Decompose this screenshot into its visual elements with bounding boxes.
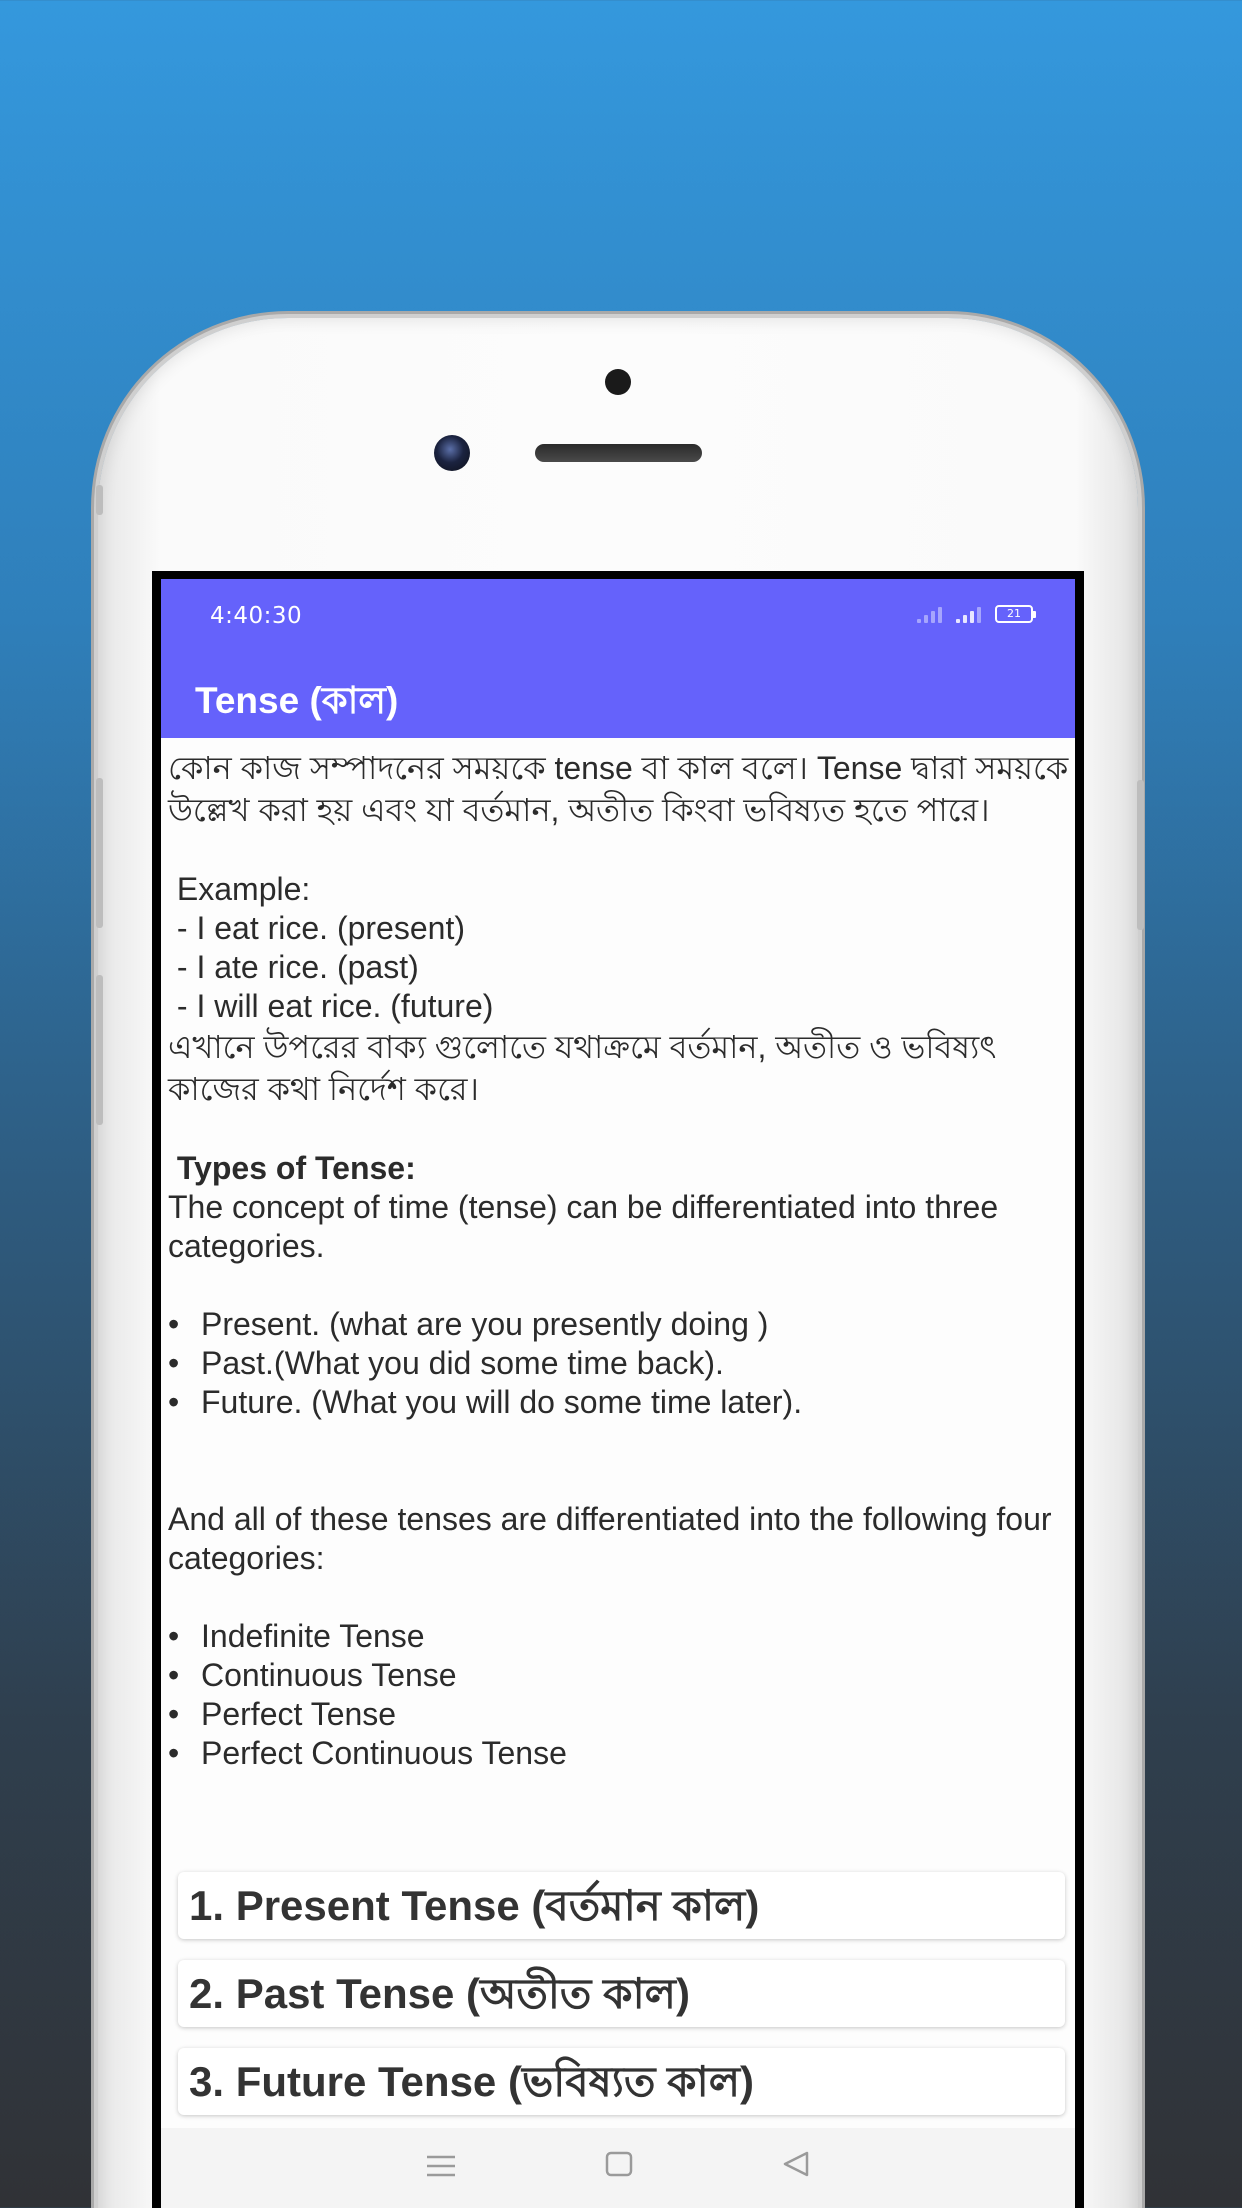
app-display: [161, 579, 1075, 2208]
bullet-icon: •: [168, 1735, 180, 1771]
signal-icon-1: [917, 605, 942, 623]
list-item: [168, 1305, 1073, 1344]
bullet-icon: •: [168, 1657, 180, 1693]
list-item: [168, 1695, 1073, 1734]
bullet-icon: •: [168, 1306, 180, 1342]
list-item: [168, 1383, 1073, 1422]
present-tense-card[interactable]: 1. Present Tense (বর্তমান কাল): [178, 1872, 1065, 1939]
list-item: [168, 1344, 1073, 1383]
battery-icon: 21: [995, 605, 1033, 623]
example-line: - I eat rice. (present): [168, 910, 465, 946]
list-item-text: Continuous Tense: [201, 1657, 457, 1693]
intro-paragraph: কোন কাজ সম্পাদনের সময়কে tense বা কাল বলে। Tense দ্বারা সময়কে উল্লেখ করা হয় এবং যা বর্তমান, অতীত কিংবা ভবিষ্যত হতে পারে।: [168, 750, 1069, 828]
home-icon[interactable]: [604, 2150, 634, 2186]
future-tense-card[interactable]: 3. Future Tense (ভবিষ্যত কাল): [178, 2048, 1065, 2115]
app-bar: [161, 579, 1075, 738]
example-line: - I ate rice. (past): [168, 949, 419, 985]
list-item-text: Past.(What you did some time back).: [201, 1345, 724, 1381]
past-tense-card[interactable]: 2. Past Tense (অতীত কাল): [178, 1960, 1065, 2027]
phone-screen: [152, 571, 1084, 2208]
list-item-text: Present. (what are you presently doing ): [201, 1306, 769, 1342]
types-intro: The concept of time (tense) can be differentiated into three categories.: [168, 1189, 999, 1264]
bullet-icon: •: [168, 1384, 180, 1420]
list-item: [168, 1617, 1073, 1656]
phone-side-button-left-bottom: [96, 975, 103, 1125]
proximity-sensor: [605, 369, 631, 395]
list-item-text: Future. (What you will do some time later).: [201, 1384, 803, 1420]
bullet-icon: •: [168, 1618, 180, 1654]
earpiece-speaker: [535, 444, 702, 462]
phone-side-button-right: [1137, 780, 1144, 930]
tense-content: [168, 747, 1073, 1773]
phone-side-button-left-middle: [96, 778, 103, 928]
example-heading: Example:: [168, 871, 311, 907]
list-item-text: Perfect Continuous Tense: [201, 1735, 567, 1771]
status-time: 4:40:30: [210, 603, 303, 629]
example-line: - I will eat rice. (future): [168, 988, 494, 1024]
list-item-text: Perfect Tense: [201, 1696, 397, 1732]
bullet-icon: •: [168, 1696, 180, 1732]
types-heading: Types of Tense:: [168, 1150, 416, 1186]
status-icons: [917, 605, 1033, 623]
system-nav-bar: [161, 2128, 1075, 2208]
list-item-text: Indefinite Tense: [201, 1618, 425, 1654]
bullet-icon: •: [168, 1345, 180, 1381]
back-icon[interactable]: [781, 2150, 811, 2186]
front-camera: [434, 435, 470, 471]
example-note: এখানে উপরের বাক্য গুলোতে যথাক্রমে বর্তমান, অতীত ও ভবিষ্যৎ কাজের কথা নির্দেশ করে।: [168, 1029, 997, 1107]
page-title: Tense (কাল): [195, 680, 399, 721]
tense-cards: [178, 1872, 1065, 2136]
list-item: [168, 1734, 1073, 1773]
signal-icon-2: [956, 605, 981, 623]
phone-side-button-left-top: [96, 485, 103, 515]
list-item: [168, 1656, 1073, 1695]
four-categories-intro: And all of these tenses are differentiated into the following four categories:: [168, 1501, 1052, 1576]
menu-icon[interactable]: [425, 2151, 457, 2186]
